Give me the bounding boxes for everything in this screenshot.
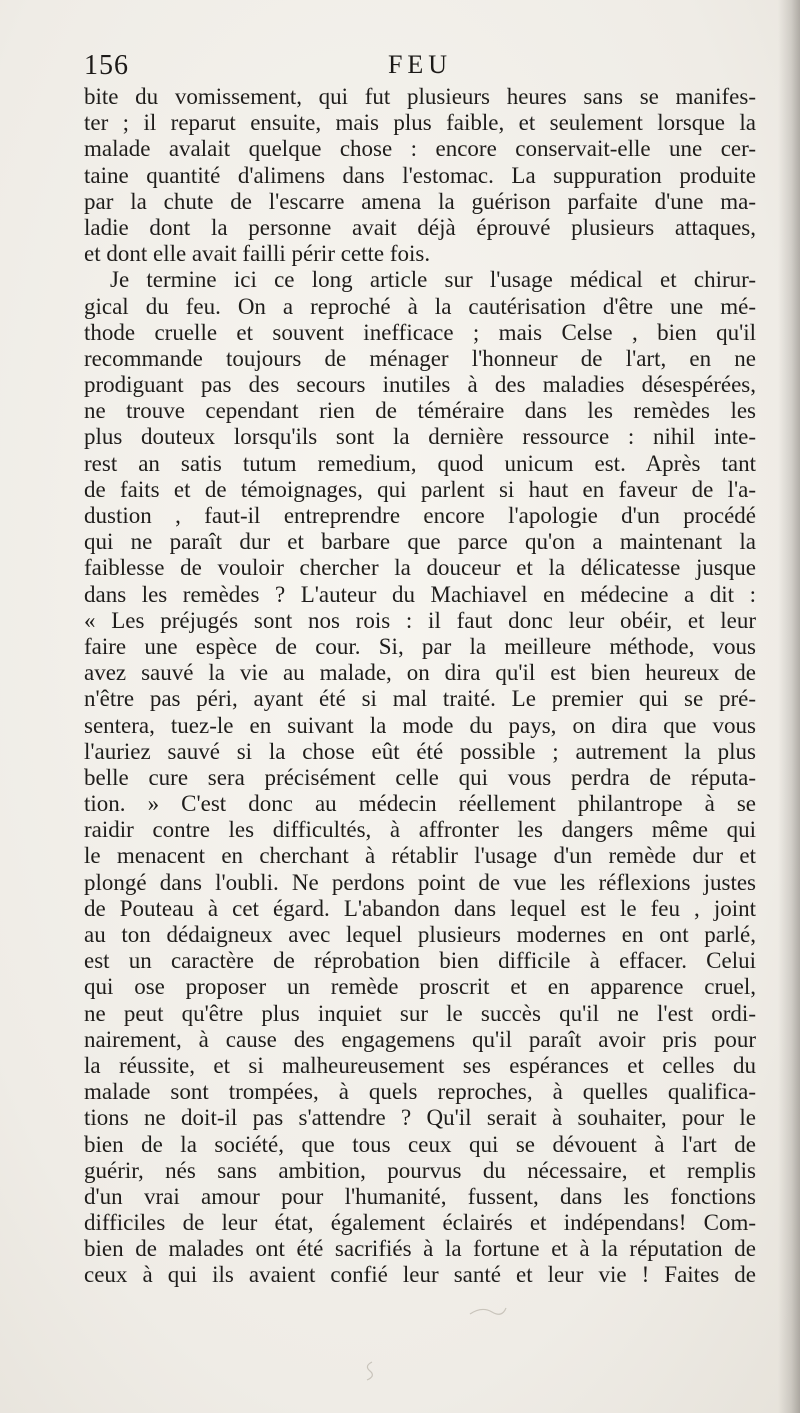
text-line: dans les remèdes ? L'auteur du Machiavel en médecine a dit : (84, 581, 756, 607)
text-line: raidir contre les difficultés, à affronter les dangers même qui (84, 817, 756, 843)
text-line: qui ose proposer un remède proscrit et en apparence cruel, (84, 974, 756, 1000)
paper-speck-mark (362, 1360, 378, 1382)
text-line: faiblesse de vouloir chercher la douceur et la délicatesse jusque (84, 555, 756, 581)
text-line: de Pouteau à cet égard. L'abandon dans lequel est le feu , joint (84, 895, 756, 921)
text-line: au ton dédaigneux avec lequel plusieurs modernes en ont parlé, (84, 922, 756, 947)
text-line: plongé dans l'oubli. Ne perdons point de vue les réflexions justes (84, 869, 756, 895)
text-line: guérir, nés sans ambition, pourvus du nécessaire, et remplis (84, 1157, 756, 1183)
text-line: recommande toujours de ménager l'honneur de l'art, en ne (84, 345, 756, 371)
text-line: « Les préjugés sont nos rois : il faut donc leur obéir, et leur (84, 607, 756, 633)
text-line: qui ne paraît dur et barbare que parce qu'on a maintenant la (84, 529, 756, 555)
text-line: ne trouve cependant rien de téméraire dans les remèdes les (84, 398, 756, 424)
text-line: ladie dont la personne avait déjà éprouvé plusieurs attaques, (84, 214, 756, 240)
text-line: malade sont trompées, à quels reproches, à quelles qualifica- (84, 1079, 756, 1105)
page-number: 156 (84, 50, 129, 81)
text-line: difficiles de leur état, également éclairés et indépendans! Com- (84, 1210, 756, 1236)
text-line: belle cure sera précisément celle qui vous perdra de réputa- (84, 764, 756, 790)
text-line: prodiguant pas des secours inutiles à des maladies désespérées, (84, 372, 756, 398)
text-line: thode cruelle et souvent inefficace ; mais Celse , bien qu'il (84, 319, 756, 345)
paragraph-end-line: et dont elle avait failli périr cette fois. (84, 241, 431, 267)
text-line: avez sauvé la vie au malade, on dira qu'il est bien heureux de (84, 660, 756, 686)
text-line: n'être pas péri, ayant été si mal traité. Le premier qui se pré- (84, 686, 756, 712)
body-text (84, 84, 756, 1289)
text-line: plus douteux lorsqu'ils sont la dernière ressource : nihil inte- (84, 424, 756, 450)
text-line: ter ; il reparut ensuite, mais plus faible, et seulement lorsque la (84, 110, 756, 136)
text-line: d'un vrai amour pour l'humanité, fussent, dans les fonctions (84, 1183, 756, 1209)
text-line: le menacent en cherchant à rétablir l'usage d'un remède dur et (84, 843, 756, 869)
text-line: tions ne doit-il pas s'attendre ? Qu'il serait à souhaiter, pour le (84, 1105, 756, 1131)
paper-speck-mark (468, 1302, 508, 1322)
running-head: FEU (387, 50, 453, 79)
text-line: gical du feu. On a reproché à la cautérisation d'être une mé- (84, 293, 756, 319)
text-line: faire une espèce de cour. Si, par la meilleure méthode, vous (84, 633, 756, 659)
text-line: est un caractère de réprobation bien difficile à effacer. Celui (84, 948, 756, 974)
text-line: tion. » C'est donc au médecin réellement philantrope à se (84, 791, 756, 817)
text-line: sentera, tuez-le en suivant la mode du pays, on dira que vous (84, 712, 756, 738)
text-line: nairement, à cause des engagemens qu'il paraît avoir pris pour (84, 1026, 756, 1052)
text-line: rest an satis tutum remedium, quod unicum est. Après tant (84, 450, 756, 476)
text-line: bite du vomissement, qui fut plusieurs heures sans se manifes- (84, 84, 756, 109)
text-line: bien de la société, que tous ceux qui se dévouent à l'art de (84, 1131, 756, 1157)
text-line: malade avalait quelque chose : encore conservait-elle une cer- (84, 136, 756, 162)
text-line: ne peut qu'être plus inquiet sur le succès qu'il ne l'est ordi- (84, 1000, 756, 1026)
text-line: l'auriez sauvé si la chose eût été possible ; autrement la plus (84, 738, 756, 764)
page-header (84, 50, 756, 86)
text-line: taine quantité d'alimens dans l'estomac. La suppuration produite (84, 162, 756, 188)
text-line: bien de malades ont été sacrifiés à la fortune et à la réputation de (84, 1236, 756, 1262)
paragraph-start-line: Je termine ici ce long article sur l'usage médical et chirur- (110, 267, 756, 293)
text-line: de faits et de témoignages, qui parlent si haut en faveur de l'a- (84, 476, 756, 502)
text-line: la réussite, et si malheureusement ses espérances et celles du (84, 1052, 756, 1078)
text-line: dustion , faut-il entreprendre encore l'apologie d'un procédé (84, 503, 756, 528)
page-gutter-shadow (778, 0, 800, 1413)
text-line: par la chute de l'escarre amena la guérison parfaite d'une ma- (84, 188, 756, 214)
text-line: ceux à qui ils avaient confié leur santé et leur vie ! Faites de (84, 1262, 756, 1288)
